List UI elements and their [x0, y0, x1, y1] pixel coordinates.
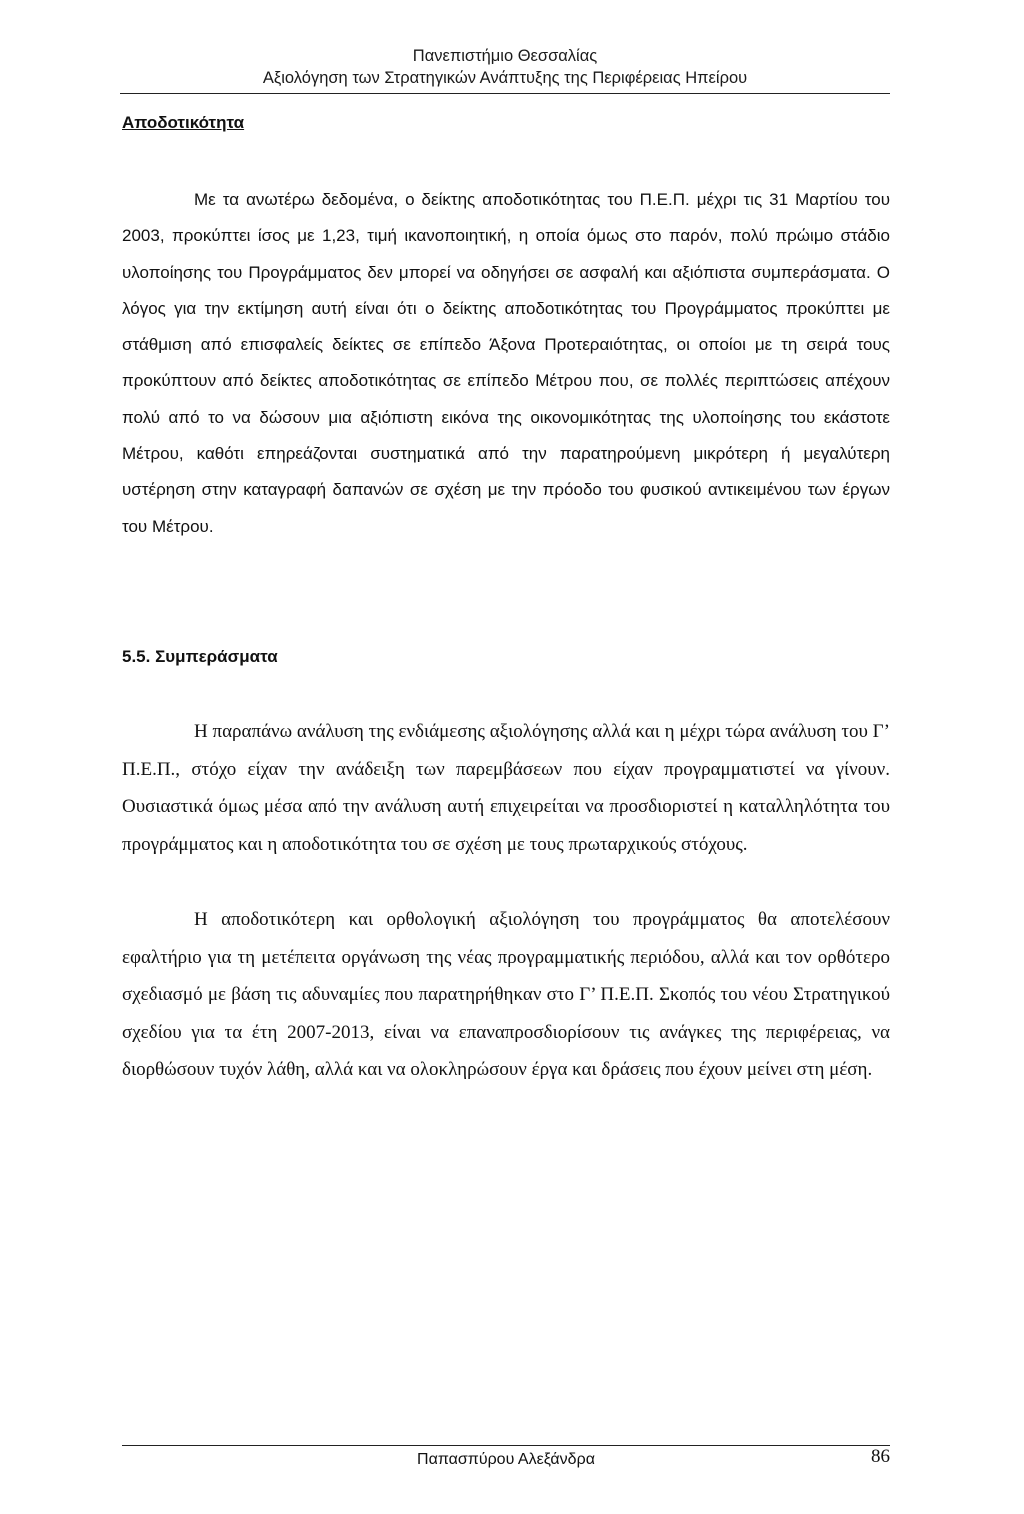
section-heading: 5.5. Συμπεράσματα [122, 647, 278, 666]
header-university: Πανεπιστήμιο Θεσσαλίας [412, 47, 598, 65]
page-number: 86 [871, 1446, 890, 1467]
body-paragraph-1: Με τα ανωτέρω δεδομένα, ο δείκτης αποδοτικότητας του Π.Ε.Π. μέχρι τις 31 Μαρτίου του 2003, προκύπτει ίσος με 1,23, τιμή ικανοποιητική, η οποία όμως στο παρόν, πολύ πρώιμο στάδιο υλοποίησης του Προγράμματος δεν μπορεί να οδηγήσει σε ασφαλή και αξιόπιστα συμπεράσματα. Ο λόγος για την εκτίμηση αυτή είναι ότι ο δείκτης αποδοτικότητας του Προγράμματος προκύπτει με στάθμιση από επισφαλείς δείκτες σε επίπεδο Άξονα Προτεραιότητας, οι οποίοι με τη σειρά τους προκύπτουν από δείκτες αποδοτικότητας σε επίπεδο Μέτρου που, σε πολλές περιπτώσεις απέχουν πολύ από το να δώσουν μια αξιόπιστη εικόνα της οικονομικότητας της υλοποίησης του εκάστοτε Μέτρου, καθότι επηρεάζονται συστηματικά από την παρατηρούμενη μικρότερη ή μεγαλύτερη υστέρηση στην καταγραφή δαπανών σε σχέση με την πρόοδο του φυσικού αντικειμένου των έργων του Μέτρου. [122, 190, 890, 536]
running-header [120, 45, 890, 89]
header-thesis-title: Αξιολόγηση των Στρατηγικών Ανάπτυξης της Περιφέρειας Ηπείρου [262, 69, 748, 87]
subsection-label: Αποδοτικότητα [122, 113, 245, 132]
footer-author: Παπασπύρου Αλεξάνδρα [417, 1451, 595, 1468]
footer-divider [122, 1445, 890, 1446]
header-divider [120, 93, 890, 94]
body-paragraph-2: Η παραπάνω ανάλυση της ενδιάμεσης αξιολόγησης αλλά και η μέχρι τώρα ανάλυση του Γ’ Π.Ε.Π., στόχο είχαν την ανάδειξη των παρεμβάσεων που είχαν προγραμματιστεί να γίνουν. Ουσιαστικά όμως μέσα από την ανάλυση αυτή επιχειρείται να προσδιοριστεί η καταλληλότητα του προγράμματος και η αποδοτικότητα του σε σχέση με τους πρωταρχικούς στόχους. [122, 721, 890, 855]
body-paragraph-3: Η αποδοτικότερη και ορθολογική αξιολόγηση του προγράμματος θα αποτελέσουν εφαλτήριο για τη μετέπειτα οργάνωση της νέας προγραμματικής περιόδου, αλλά και τον ορθότερο σχεδιασμό με βάση τις αδυναμίες που παρατηρήθηκαν στο Γ’ Π.Ε.Π. Σκοπός του νέου Στρατηγικού σχεδίου για τα έτη 2007-2013, είναι να επαναπροσδιορίσουν τις ανάγκες της περιφέρειας, να διορθώσουν τυχόν λάθη, αλλά και να ολοκληρώσουν έργα και δράσεις που έχουν μείνει στη μέση. [122, 909, 890, 1080]
